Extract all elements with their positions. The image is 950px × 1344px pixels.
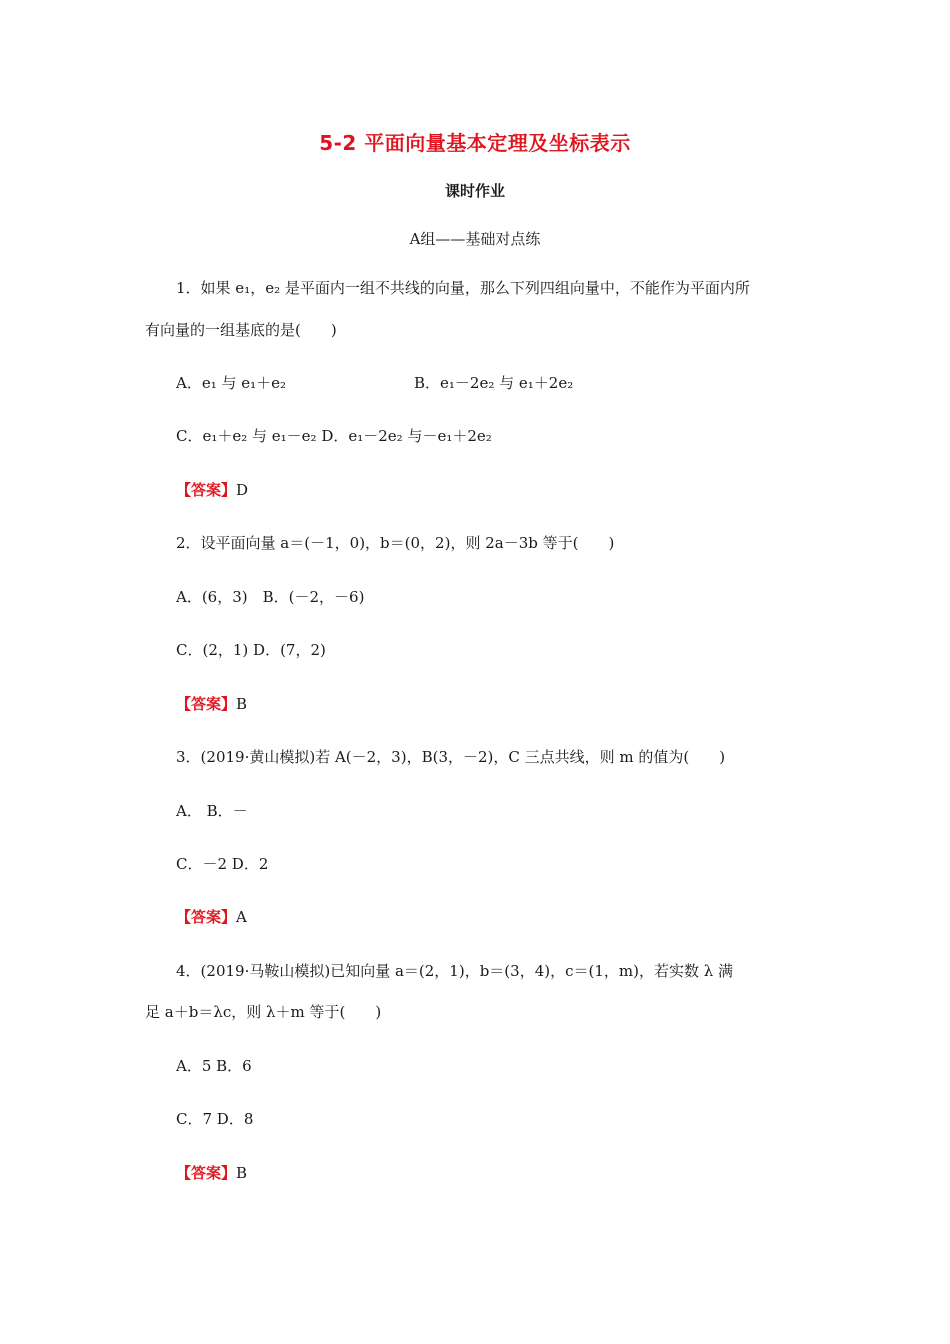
question-1-stem: 1．如果 e₁，e₂ 是平面内一组不共线的向量，那么下列四组向量中，不能作为平面内所 [176, 279, 750, 297]
question-4-stem-continued: 足 a＋b＝λc，则 λ＋m 等于( ) [145, 1003, 382, 1021]
question-2-options-cd: C．(2，1) D．(7，2) [176, 641, 326, 659]
answer-value: B [236, 695, 248, 713]
question-1-option-b: B．e₁－2e₂ 与 e₁＋2e₂ [414, 374, 574, 392]
answer-label: 【答案】 [176, 908, 237, 926]
answer-value: A [236, 908, 247, 926]
answer-label: 【答案】 [176, 1164, 237, 1182]
question-1-stem-continued: 有向量的一组基底的是( ) [145, 321, 337, 339]
question-2-options-ab: A．(6，3) B．(－2，－6) [176, 588, 365, 606]
answer-value: D [236, 481, 249, 499]
question-3-answer [176, 907, 247, 927]
answer-value: B [236, 1164, 248, 1182]
question-1-answer [176, 480, 248, 500]
answer-label: 【答案】 [176, 481, 237, 499]
question-2-stem: 2．设平面向量 a＝(－1，0)，b＝(0，2)，则 2a－3b 等于( ) [176, 534, 615, 552]
document-subtitle: 课时作业 [444, 182, 505, 200]
answer-label: 【答案】 [176, 695, 237, 713]
question-4-stem: 4．(2019·马鞍山模拟)已知向量 a＝(2，1)，b＝(3，4)，c＝(1，m)，若实数 λ 满 [176, 962, 734, 980]
question-4-options-ab: A．5 B．6 [176, 1057, 252, 1075]
question-2-answer [176, 694, 247, 714]
question-1-option-a: A．e₁ 与 e₁＋e₂ [176, 374, 287, 392]
document-title: 5-2 平面向量基本定理及坐标表示 [319, 131, 631, 155]
question-4-answer [176, 1163, 247, 1183]
question-3-options-ab: A． B．－ [176, 802, 248, 820]
section-heading: A组——基础对点练 [409, 230, 541, 248]
question-1-options-cd: C．e₁＋e₂ 与 e₁－e₂ D．e₁－2e₂ 与－e₁＋2e₂ [176, 427, 492, 445]
question-3-options-cd: C．－2 D．2 [176, 855, 269, 873]
question-3-stem: 3．(2019·黄山模拟)若 A(－2，3)，B(3，－2)，C 三点共线，则 m 的值为( ) [176, 748, 726, 766]
question-4-options-cd: C．7 D．8 [176, 1110, 254, 1128]
